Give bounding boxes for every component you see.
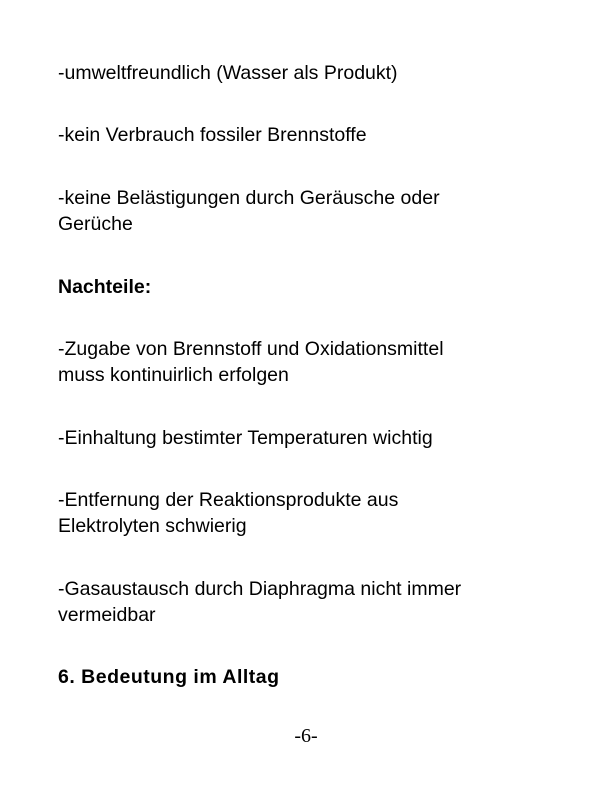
page-number: -6-: [294, 725, 318, 747]
section-heading: 6. Bedeutung im Alltag: [58, 666, 280, 688]
disadvantage-item-reaction-products-line-2: Elektrolyten schwierig: [58, 515, 247, 537]
advantage-item-noise-line-1: -keine Belästigungen durch Geräusche oder: [58, 187, 440, 209]
disadvantages-heading: Nachteile:: [58, 276, 152, 298]
disadvantage-item-reaction-products-line-1: -Entfernung der Reaktionsprodukte aus: [58, 489, 399, 511]
advantage-item-fossil-fuels: -kein Verbrauch fossiler Brennstoffe: [58, 124, 367, 146]
advantage-item-environment: -umweltfreundlich (Wasser als Produkt): [58, 62, 398, 84]
disadvantage-item-fuel-line-2: muss kontinuirlich erfolgen: [58, 364, 289, 386]
disadvantage-item-gas-exchange-line-2: vermeidbar: [58, 604, 156, 626]
disadvantage-item-gas-exchange-line-1: -Gasaustausch durch Diaphragma nicht immer: [58, 578, 462, 600]
advantage-item-noise-line-2: Gerüche: [58, 213, 133, 235]
disadvantage-item-temperature: -Einhaltung bestimter Temperaturen wichtig: [58, 427, 433, 449]
disadvantage-item-fuel-line-1: -Zugabe von Brennstoff und Oxidationsmittel: [58, 338, 444, 360]
